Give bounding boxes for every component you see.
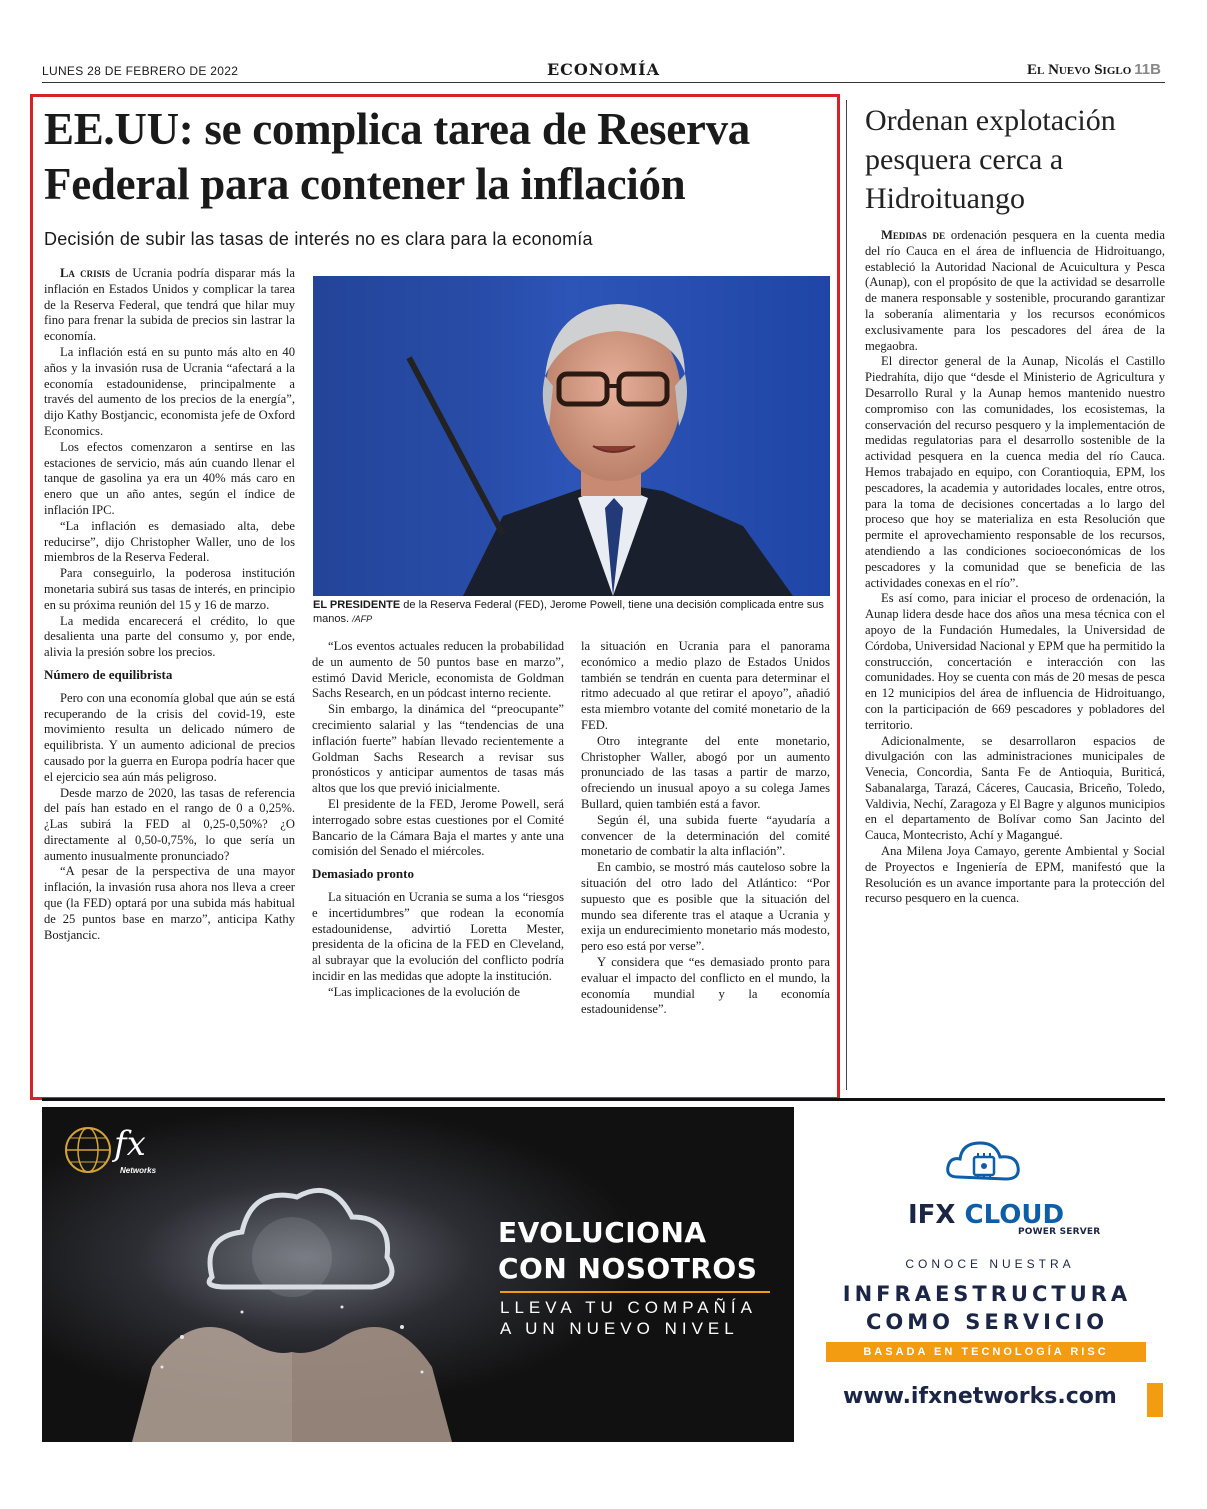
article-paragraph: La medida encarecerá el crédito, lo que desalienta una parte del consumo y, por ende, alivia la presión sobre los precios. bbox=[44, 613, 295, 660]
article-paragraph: la situación en Ucrania para el panorama económico a medio plazo de Estados Unidos también se tendrán en cuenta para determinar el ritmo adecuado al que retirar el apoyo”, añadió esta miembro votante del comité monetario de la FED. bbox=[581, 639, 830, 732]
article-paragraph: Pero con una economía global que aún se está recuperando de la crisis del covid-19, este movimiento resulta un delicado número de equilibrista. Y un aumento adicional de precios causado por la guerra en Europa podría hacer que el ejercicio sea aún más peligroso. bbox=[44, 690, 295, 784]
page-number: 11B bbox=[1134, 61, 1161, 78]
brand-cloud: CLOUD bbox=[964, 1200, 1065, 1230]
newspaper-name bbox=[1027, 61, 1161, 79]
ad-infra: INFRAESTRUCTURA COMO SERVICIO bbox=[842, 1282, 1132, 1334]
side-lead: Medidas de bbox=[881, 228, 946, 242]
caption-lead: EL PRESIDENTE bbox=[313, 599, 401, 611]
article-paragraph: La situación en Ucrania se suma a los “riesgos e incertidumbres” que rodean la economía estadounidense, advirtió Loretta Mester, presidenta de la oficina de la FED en Cleveland, al subrayar que la evolución del conflicto podría incidir en las medidas que adopte la institución. bbox=[312, 889, 564, 983]
logo-wordmark: fx bbox=[114, 1124, 146, 1164]
ad-subline: LLEVA TU COMPAÑÍA A UN NUEVO NIVEL bbox=[500, 1298, 757, 1338]
side-paragraph: Medidas de ordenación pesquera en la cuenta media del río Cauca en el área de influencia de Hidroituango, estableció la Autoridad Nacional de Acuicultura y Pesca (Aunap), con el propósito de que la actividad se desarrolle de manera responsable y sostenible, procurando garantizar la soberanía alimentaria y los recursos económicos exclusivamente para los pescadores del área de la megaobra. bbox=[865, 228, 1165, 353]
ifx-cloud-brand bbox=[908, 1200, 1101, 1237]
column-divider bbox=[846, 100, 847, 1090]
header-rule bbox=[42, 82, 1165, 83]
side-paragraph: Adicionalmente, se desarrollaron espacios de divulgación con las administraciones municipales de Venecia, Concordia, Santa Fe de Antioquia, Buriticá, Sabanalarga, Tarazá, Cáceres, Caucasia, Briceño, Toledo, Valdivia, Nechí, Zaragoza y El Bagre y algunos municipios en el departamento de Bolívar como San Jacinto del Cauca, Montecristo, Achí y Magangué. bbox=[865, 733, 1165, 843]
logo-sub: Networks bbox=[120, 1166, 157, 1175]
article-paragraph: Y considera que “es demasiado pronto para evaluar el impacto del conflicto en el mundo, la economía mundial y la economía estadounidense”. bbox=[581, 954, 830, 1017]
advertisement-rule bbox=[42, 1098, 1165, 1101]
side-story-body bbox=[865, 228, 1165, 907]
article-paragraph: “Los eventos actuales reducen la probabilidad de un aumento de 50 puntos base en marzo”, estimó David Mericle, economista de Goldman Sachs Research, en un pódcast interno reciente. bbox=[312, 639, 564, 701]
article-paragraph: Otro integrante del ente monetario, Christopher Waller, abogó por un aumento pronunciado de las tasas a partir de marzo, ofreciendo un inusual apoyo a su colega James Bullard, quien también está a favor. bbox=[581, 733, 830, 811]
article-paragraph: Desde marzo de 2020, las tasas de referencia del país han estado en el rango de 0 a 0,25%. ¿Las subirá la FED al 0,25-0,50%? ¿O directamente al 0,50-0,75%, lo que sería un aumento inusualmente pronunciado? bbox=[44, 785, 295, 863]
article-paragraph: La inflación está en su punto más alto en 40 años y la invasión rusa de Ucrania “afectará a la economía estadounidense, principalmente a través del aumento de los precios de la energía”, dijo Kathy Bostjancic, economista jefe de Oxford Economics. bbox=[44, 344, 295, 438]
ad-headline: EVOLUCIONA CON NOSOTROS bbox=[498, 1216, 758, 1285]
newspaper-title: El Nuevo Siglo bbox=[1026, 62, 1132, 78]
ad-conoce: CONOCE NUESTRA bbox=[905, 1257, 1075, 1271]
brand-ifx: IFX bbox=[908, 1200, 956, 1230]
main-subheadline: Decisión de subir las tasas de interés no es clara para la economía bbox=[44, 229, 593, 249]
article-paragraph: Según él, una subida fuerte “ayudaría a convencer de la determinación del comité monetario de combatir la alta inflación”. bbox=[581, 812, 830, 859]
article-subhead: Número de equilibrista bbox=[44, 666, 173, 682]
section-name: ECONOMÍA bbox=[546, 60, 661, 79]
article-paragraph: La crisis de Ucrania podría disparar más la inflación en Estados Unidos y complicar la tarea de la Reserva Federal, que tendrá que hilar muy fino para frenar la subida de precios sin lastrar la economía. bbox=[44, 266, 295, 344]
article-paragraph: “A pesar de la perspectiva de una mayor inflación, la invasión rusa ahora nos lleva a creer que (la FED) optará por una subida más habitual de 25 puntos base en marzo”, anticipa Kathy Bostjancic. bbox=[44, 864, 295, 942]
article-column-3 bbox=[581, 639, 830, 1018]
article-paragraph: “La inflación es demasiado alta, debe reducirse”, dijo Christopher Waller, uno de los miembros de la Reserva Federal. bbox=[44, 518, 295, 565]
article-paragraph: Para conseguirlo, la poderosa institución monetaria subirá sus tasas de interés, en principio en su próxima reunión del 15 y 16 de marzo. bbox=[44, 566, 295, 612]
headline-line-1: EE.UU: se complica tarea de Reserva bbox=[44, 104, 751, 154]
headline-line-2: Federal para contener la inflación bbox=[44, 159, 686, 209]
article-subhead: Demasiado pronto bbox=[312, 866, 414, 882]
article-paragraph: En cambio, se mostró más cauteloso sobre la situación del otro lado del Atlántico: “Por supuesto que es posible que la situación del mundo sea diferente tras el ataque a Ucrania y exija un endurecimiento monetario más modesto, pero eso está por verse”. bbox=[581, 860, 830, 954]
powell-photo bbox=[313, 276, 830, 596]
caption-text: de la Reserva Federal (FED), Jerome Powell, tiene una decisión complicada entre sus manos. bbox=[313, 599, 824, 625]
article-paragraph: Los efectos comenzaron a sentirse en las estaciones de servicio, más aún cuando llenar el tanque de gasolina ya era un 40% más caro en enero que un año antes, según el índice de inflación IPC. bbox=[44, 439, 295, 517]
ad-url-link[interactable]: www.ifxnetworks.com bbox=[843, 1384, 1117, 1409]
side-story-headline: Ordenan explotación pesquera cerca a Hidroituango bbox=[865, 104, 1116, 215]
article-column-1 bbox=[44, 266, 295, 943]
article-lead: La crisis bbox=[60, 266, 111, 280]
powell-photo-illustration bbox=[313, 276, 830, 596]
ad-accent-rule bbox=[500, 1291, 770, 1293]
article-column-2 bbox=[312, 639, 564, 1001]
side-paragraph: Es así como, para iniciar el proceso de ordenación, la Aunap lidera desde hace dos años una mesa técnica con el apoyo de la Fundación Humedales, la Universidad de Córdoba, Universidad Nacional y EPM que ha permitido la construcción, concertación e interacción con las comunidades. Hoy se cuenta con más de 20 mesas de pesca en 12 municipios del área de influencia de Hidroituango, con la participación de 669 pescadores y pobladores del territorio. bbox=[865, 591, 1165, 732]
ad-risc-banner: BASADA EN TECNOLOGÍA RISC bbox=[826, 1342, 1146, 1362]
issue-date: LUNES 28 DE FEBRERO DE 2022 bbox=[42, 64, 239, 78]
side-paragraph: El director general de la Aunap, Nicolás el Castillo Piedrahíta, dijo que “desde el Ministerio de Agricultura y Desarrollo Rural y la Aunap hemos mantenido nuestro compromiso con las comunidades, los ecosistemas, la conservación del recurso pesquero y la implementación de medidas regulatorias para el desarrollo sostenible de la actividad pesquera en la cuenca media del río Cauca. Hemos trabajado en equipo, con Corantioquia, EPM, los pescadores, la academia y autoridades locales, entre otros, para la toma de decisiones concertadas a lo largo del proceso que hoy se materializa en esta Resolución que permite el aprovechamiento responsable de los recursos, atendiendo a las condiciones socioeconómicas de los pescadores y la comunidad que se beneficia de las actividades conexas en el río”. bbox=[865, 354, 1165, 590]
brand-tagline: POWER SERVER bbox=[1018, 1227, 1101, 1237]
article-paragraph: “Las implicaciones de la evolución de bbox=[328, 984, 520, 999]
photo-caption bbox=[313, 598, 833, 626]
article-paragraph: El presidente de la FED, Jerome Powell, será interrogado sobre estas cuestiones por el Comité Bancario de la Cámara Baja el martes y ante una comisión del Senado el miércoles. bbox=[312, 796, 564, 859]
side-paragraph: Ana Milena Joya Camayo, gerente Ambiental y Social de Proyectos e Ingeniería de EPM, manifestó que la Resolución es un avance importante para la protección del recurso pesquero en la cuenca. bbox=[865, 844, 1165, 906]
ifx-logo bbox=[64, 1124, 174, 1193]
cloud-chip-icon bbox=[944, 1135, 1024, 1200]
ad-url-accent bbox=[1147, 1383, 1163, 1417]
photo-credit: /AFP bbox=[352, 614, 373, 624]
main-headline bbox=[44, 102, 834, 212]
article-paragraph: Sin embargo, la dinámica del “preocupante” crecimiento salarial y las “tendencias de una inflación fuerte” habían llevado recientemente a Goldman Sachs Research a revisar sus pronósticos y anticipar aumentos de tasas más altos que los que previó inicialmente. bbox=[312, 702, 564, 796]
